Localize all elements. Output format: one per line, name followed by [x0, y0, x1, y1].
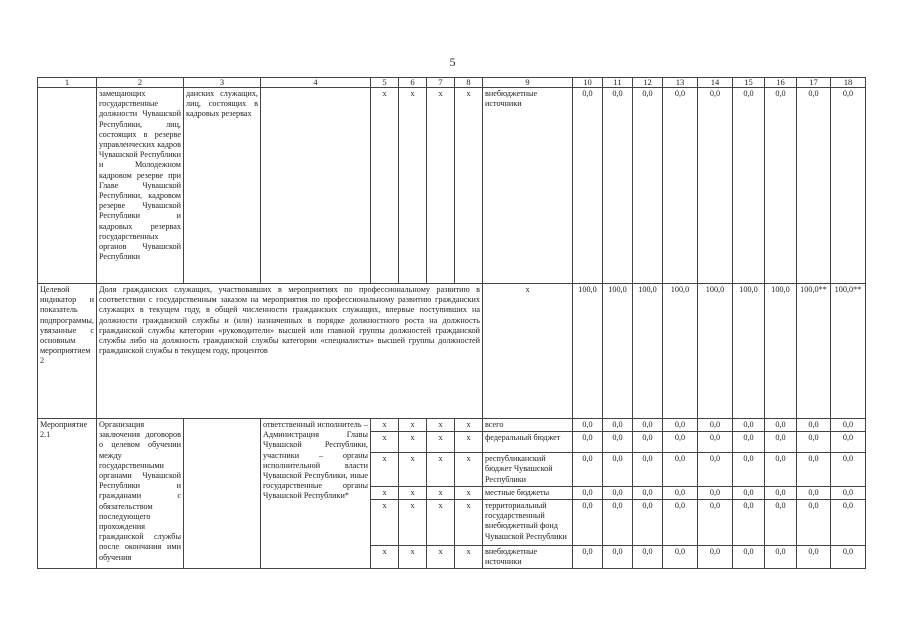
source-cell: республиканский бюджет Чувашской Республики	[482, 453, 572, 487]
column-header: 18	[830, 78, 865, 88]
mark-cell: x	[398, 500, 426, 546]
mark-cell: x	[482, 284, 572, 419]
cont-col4-cell	[260, 88, 370, 284]
mark-cell: x	[398, 88, 426, 284]
value-cell: 0,0	[602, 88, 632, 284]
measure-row	[38, 419, 866, 432]
value-cell: 100,0**	[830, 284, 865, 419]
column-header: 11	[602, 78, 632, 88]
value-cell: 0,0	[632, 453, 662, 487]
value-cell: 0,0	[764, 500, 796, 546]
value-cell: 100,0	[602, 284, 632, 419]
cont-col2-cell: замещающих государственные должности Чувашской Республики, лиц, состоящих в резерве управленческих кадров Чувашской Республики и Молодежном кадровом резерве при Главе Чувашской Республики, кадровом резерве Чувашской Республики и кадровых резервах государственных органов Чувашской Республики	[96, 88, 183, 284]
value-cell: 0,0	[572, 453, 602, 487]
value-cell: 100,0	[764, 284, 796, 419]
column-header: 17	[796, 78, 830, 88]
column-header: 8	[454, 78, 482, 88]
value-cell: 0,0	[697, 546, 732, 569]
column-header: 5	[370, 78, 398, 88]
mark-cell: x	[370, 419, 398, 432]
value-cell: 0,0	[830, 500, 865, 546]
value-cell: 0,0	[632, 546, 662, 569]
source-cell: местные бюджеты	[482, 486, 572, 499]
mark-cell: x	[370, 500, 398, 546]
value-cell: 0,0	[662, 453, 697, 487]
value-cell: 0,0	[764, 546, 796, 569]
value-cell: 0,0	[632, 88, 662, 284]
column-header: 7	[426, 78, 454, 88]
value-cell: 0,0	[830, 486, 865, 499]
mark-cell: x	[370, 453, 398, 487]
value-cell: 0,0	[830, 419, 865, 432]
value-cell: 0,0	[732, 88, 764, 284]
source-cell: внебюджетные источники	[482, 88, 572, 284]
value-cell: 0,0	[732, 432, 764, 453]
column-header: 10	[572, 78, 602, 88]
value-cell: 0,0	[796, 432, 830, 453]
column-header: 1	[38, 78, 97, 88]
column-header: 14	[697, 78, 732, 88]
value-cell: 0,0	[632, 486, 662, 499]
indicator-row	[38, 284, 866, 419]
table-row	[38, 88, 866, 284]
program-table	[37, 77, 866, 569]
cont-col3-cell: данских служащих, лиц, состоящих в кадровых резервах	[183, 88, 260, 284]
column-header: 16	[764, 78, 796, 88]
value-cell: 0,0	[602, 546, 632, 569]
value-cell: 0,0	[572, 432, 602, 453]
mark-cell: x	[398, 432, 426, 453]
value-cell: 0,0	[572, 419, 602, 432]
value-cell: 0,0	[732, 453, 764, 487]
column-header: 12	[632, 78, 662, 88]
source-cell: внебюджетные источники	[482, 546, 572, 569]
value-cell: 0,0	[764, 419, 796, 432]
value-cell: 0,0	[602, 453, 632, 487]
value-cell: 0,0	[796, 500, 830, 546]
mark-cell: x	[426, 88, 454, 284]
value-cell: 0,0	[697, 500, 732, 546]
mark-cell: x	[454, 500, 482, 546]
mark-cell: x	[370, 486, 398, 499]
value-cell: 0,0	[697, 453, 732, 487]
value-cell: 0,0	[764, 453, 796, 487]
column-header: 6	[398, 78, 426, 88]
value-cell: 0,0	[662, 500, 697, 546]
value-cell: 100,0**	[796, 284, 830, 419]
value-cell: 0,0	[632, 500, 662, 546]
measure-col3-cell	[183, 419, 260, 569]
indicator-text: Доля гражданских служащих, участвовавших в мероприятиях по профессиональному развитию в соответствии с государственным заказом на мероприятия по профессиональному развитию гражданских служащих в текущем году, в общей численности гражданских служащих, впервые поступивших на должности гражданской службы и (или) назначенных в порядке должностного роста на должность гражданской службы категории «руководители» высшей или главной группы должностей гражданской службы либо на должность гражданской службы категории «специалисты» высшей группы должностей гражданской службы в текущем году, процентов	[96, 284, 482, 419]
mark-cell: x	[370, 546, 398, 569]
value-cell: 0,0	[632, 432, 662, 453]
mark-cell: x	[370, 432, 398, 453]
value-cell: 0,0	[796, 419, 830, 432]
value-cell: 100,0	[662, 284, 697, 419]
value-cell: 0,0	[796, 486, 830, 499]
value-cell: 0,0	[830, 453, 865, 487]
source-cell: федеральный бюджет	[482, 432, 572, 453]
measure-label: Мероприятие 2.1	[38, 419, 97, 569]
mark-cell: x	[454, 546, 482, 569]
value-cell: 0,0	[662, 486, 697, 499]
value-cell: 0,0	[764, 486, 796, 499]
value-cell: 0,0	[732, 546, 764, 569]
mark-cell: x	[398, 546, 426, 569]
value-cell: 100,0	[632, 284, 662, 419]
value-cell: 0,0	[732, 500, 764, 546]
cont-col1-cell	[38, 88, 97, 284]
measure-col2-cell: Организация заключения договоров о целевом обучении между государственными органами Чувашской Республики и гражданами с обязательством последующего прохождения гражданской службы после окончания ими обучения	[96, 419, 183, 569]
value-cell: 0,0	[796, 453, 830, 487]
source-cell: всего	[482, 419, 572, 432]
value-cell: 0,0	[732, 419, 764, 432]
column-header: 4	[260, 78, 370, 88]
value-cell: 0,0	[830, 432, 865, 453]
mark-cell: x	[454, 419, 482, 432]
mark-cell: x	[454, 486, 482, 499]
header-row	[38, 78, 866, 88]
indicator-label: Целевой индикатор и показатель подпрограммы, увязанные с основным мероприятием 2	[38, 284, 97, 419]
value-cell: 0,0	[732, 486, 764, 499]
value-cell: 100,0	[572, 284, 602, 419]
mark-cell: x	[426, 432, 454, 453]
mark-cell: x	[454, 432, 482, 453]
mark-cell: x	[426, 486, 454, 499]
mark-cell: x	[398, 419, 426, 432]
column-header: 9	[482, 78, 572, 88]
value-cell: 0,0	[662, 432, 697, 453]
mark-cell: x	[398, 453, 426, 487]
value-cell: 0,0	[572, 486, 602, 499]
column-header: 3	[183, 78, 260, 88]
value-cell: 0,0	[697, 486, 732, 499]
column-header: 13	[662, 78, 697, 88]
value-cell: 0,0	[602, 432, 632, 453]
value-cell: 0,0	[572, 500, 602, 546]
value-cell: 0,0	[602, 500, 632, 546]
value-cell: 0,0	[796, 546, 830, 569]
mark-cell: x	[426, 453, 454, 487]
value-cell: 0,0	[796, 88, 830, 284]
page-number: 5	[449, 55, 456, 69]
value-cell: 0,0	[764, 88, 796, 284]
measure-col4-cell: ответственный исполнитель – Администрация Главы Чувашской Республики, участники – органы исполнительной власти Чувашской Республики, иные государственные органы Чувашской Республики*	[260, 419, 370, 569]
source-cell: территориальный государственный внебюджетный фонд Чувашской Республики	[482, 500, 572, 546]
value-cell: 0,0	[697, 88, 732, 284]
column-header: 2	[96, 78, 183, 88]
value-cell: 0,0	[764, 432, 796, 453]
value-cell: 0,0	[602, 419, 632, 432]
value-cell: 100,0	[732, 284, 764, 419]
mark-cell: x	[370, 88, 398, 284]
value-cell: 0,0	[697, 419, 732, 432]
mark-cell: x	[426, 546, 454, 569]
mark-cell: x	[398, 486, 426, 499]
value-cell: 0,0	[662, 546, 697, 569]
value-cell: 0,0	[572, 88, 602, 284]
mark-cell: x	[426, 419, 454, 432]
mark-cell: x	[454, 88, 482, 284]
value-cell: 0,0	[572, 546, 602, 569]
value-cell: 0,0	[662, 88, 697, 284]
value-cell: 0,0	[662, 419, 697, 432]
value-cell: 0,0	[697, 432, 732, 453]
column-header: 15	[732, 78, 764, 88]
mark-cell: x	[426, 500, 454, 546]
mark-cell: x	[454, 453, 482, 487]
value-cell: 0,0	[830, 88, 865, 284]
value-cell: 0,0	[602, 486, 632, 499]
value-cell: 0,0	[632, 419, 662, 432]
value-cell: 0,0	[830, 546, 865, 569]
value-cell: 100,0	[697, 284, 732, 419]
